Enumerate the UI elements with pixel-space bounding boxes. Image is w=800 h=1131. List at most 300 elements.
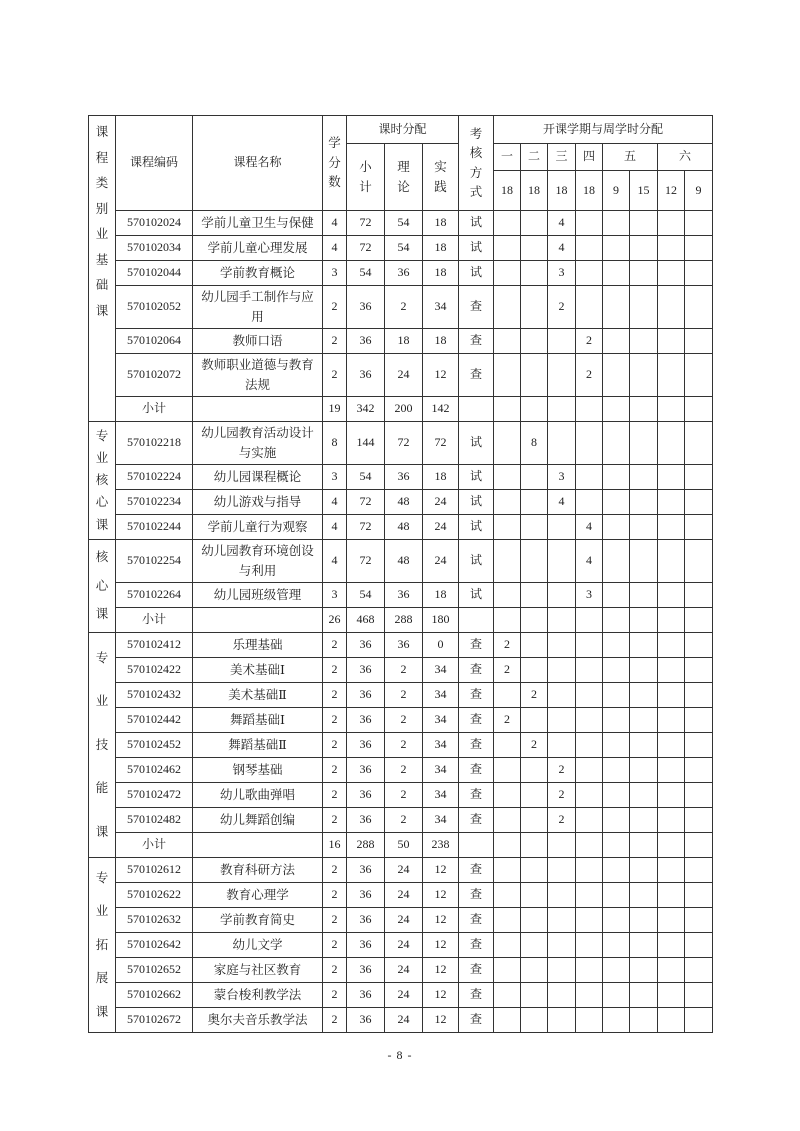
semester-hours-cell	[658, 983, 685, 1008]
category-column-label: 课 程 类 别 业 基 础 课	[95, 125, 109, 318]
semester-hours-cell	[685, 422, 713, 465]
total-hours-cell: 36	[347, 808, 385, 833]
semester-hours-cell	[603, 1008, 630, 1033]
semester-hours-cell	[548, 733, 576, 758]
credits-cell: 26	[323, 608, 347, 633]
course-name-cell: 学前儿童行为观察	[193, 515, 323, 540]
course-code-cell: 570102482	[116, 808, 193, 833]
semester-hours-cell	[630, 658, 658, 683]
practice-hours-cell: 180	[423, 608, 459, 633]
header-practice-hours	[423, 144, 459, 211]
semester-hours-cell	[603, 808, 630, 833]
course-row	[89, 633, 713, 658]
total-hours-cell: 54	[347, 583, 385, 608]
total-hours-cell: 54	[347, 465, 385, 490]
semester-hours-cell	[521, 329, 548, 354]
practice-hours-cell: 24	[423, 490, 459, 515]
semester-hours-cell	[576, 883, 603, 908]
semester-hours-cell	[630, 983, 658, 1008]
theory-hours-cell: 36	[385, 465, 423, 490]
semester-hours-cell	[603, 354, 630, 397]
semester-hours-cell	[494, 422, 521, 465]
total-hours-cell: 36	[347, 783, 385, 808]
credits-cell: 4	[323, 236, 347, 261]
semester-hours-cell	[685, 758, 713, 783]
semester-hours-cell	[603, 908, 630, 933]
semester-hours-cell	[658, 540, 685, 583]
total-hours-cell: 36	[347, 933, 385, 958]
semester-hours-cell	[658, 422, 685, 465]
semester-hours-cell	[548, 633, 576, 658]
course-code-cell: 570102642	[116, 933, 193, 958]
semester-hours-cell	[685, 683, 713, 708]
semester-hours-cell	[630, 540, 658, 583]
semester-hours-cell	[521, 540, 548, 583]
course-row	[89, 783, 713, 808]
category-cell	[89, 633, 116, 858]
semester-hours-cell	[521, 908, 548, 933]
semester-hours-cell	[685, 261, 713, 286]
assessment-cell: 查	[459, 1008, 494, 1033]
semester-hours-cell	[685, 958, 713, 983]
course-code-cell: 570102622	[116, 883, 193, 908]
theory-hours-cell: 50	[385, 833, 423, 858]
course-name-cell: 教师口语	[193, 329, 323, 354]
total-hours-cell: 36	[347, 758, 385, 783]
semester-hours-cell: 3	[548, 465, 576, 490]
course-row	[89, 261, 713, 286]
total-hours-cell: 72	[347, 540, 385, 583]
semester-hours-cell	[603, 286, 630, 329]
semester-hours-cell	[658, 733, 685, 758]
total-hours-cell: 36	[347, 329, 385, 354]
semester-hours-cell	[494, 236, 521, 261]
practice-hours-cell: 12	[423, 958, 459, 983]
weekly-hours-cell: 18	[521, 171, 548, 211]
semester-hours-cell	[658, 286, 685, 329]
practice-hours-cell: 18	[423, 329, 459, 354]
semester-hours-cell	[494, 583, 521, 608]
course-name-cell: 学前教育概论	[193, 261, 323, 286]
semester-hours-cell	[494, 808, 521, 833]
course-code-cell: 570102264	[116, 583, 193, 608]
practice-hours-cell: 34	[423, 733, 459, 758]
course-code-cell: 小计	[116, 608, 193, 633]
practice-hours-cell: 34	[423, 683, 459, 708]
semester-hours-cell	[548, 983, 576, 1008]
total-hours-cell: 72	[347, 211, 385, 236]
semester-hours-cell	[658, 858, 685, 883]
semester-hours-cell	[494, 733, 521, 758]
semester-hours-cell	[494, 397, 521, 422]
semester-hours-cell	[630, 422, 658, 465]
course-name-cell: 学前教育简史	[193, 908, 323, 933]
semester-hours-cell	[603, 397, 630, 422]
semester-hours-cell	[576, 261, 603, 286]
theory-hours-cell: 2	[385, 683, 423, 708]
semester-hours-cell	[630, 833, 658, 858]
course-name-cell: 学前儿童心理发展	[193, 236, 323, 261]
semester-hours-cell	[576, 658, 603, 683]
category-cell	[89, 422, 116, 540]
theory-hours-cell: 2	[385, 808, 423, 833]
course-name-cell: 乐理基础	[193, 633, 323, 658]
credits-cell: 2	[323, 783, 347, 808]
header-course-name: 课程名称	[193, 116, 323, 211]
credits-cell: 2	[323, 858, 347, 883]
theory-hours-cell: 48	[385, 515, 423, 540]
semester-hours-cell	[548, 683, 576, 708]
assessment-cell: 试	[459, 515, 494, 540]
semester-hours-cell: 2	[548, 758, 576, 783]
practice-hours-cell: 18	[423, 211, 459, 236]
semester-hours-cell	[576, 683, 603, 708]
assessment-cell: 查	[459, 958, 494, 983]
assessment-cell: 查	[459, 858, 494, 883]
credits-cell: 4	[323, 490, 347, 515]
weekly-hours-cell: 18	[548, 171, 576, 211]
assessment-cell: 查	[459, 733, 494, 758]
theory-hours-cell: 48	[385, 540, 423, 583]
semester-hours-cell	[603, 261, 630, 286]
semester-hours-cell	[494, 983, 521, 1008]
semester-hours-cell	[603, 683, 630, 708]
total-hours-cell: 72	[347, 490, 385, 515]
semester-hours-cell: 4	[576, 515, 603, 540]
practice-hours-cell: 12	[423, 858, 459, 883]
semester-hours-cell	[630, 583, 658, 608]
semester-hours-cell	[494, 758, 521, 783]
semester-hours-cell	[494, 883, 521, 908]
credits-cell: 16	[323, 833, 347, 858]
header-row-1	[89, 116, 713, 144]
credits-cell: 2	[323, 708, 347, 733]
header-semester-3: 三	[548, 144, 576, 171]
category-label: 专 业 拓 展 课	[95, 870, 109, 1019]
course-name-cell: 教育科研方法	[193, 858, 323, 883]
semester-hours-cell	[685, 465, 713, 490]
practice-hours-cell: 238	[423, 833, 459, 858]
semester-hours-cell	[603, 708, 630, 733]
semester-hours-cell	[521, 465, 548, 490]
semester-hours-cell	[521, 583, 548, 608]
semester-hours-cell	[521, 397, 548, 422]
semester-hours-cell	[494, 833, 521, 858]
course-code-cell: 570102652	[116, 958, 193, 983]
course-code-cell: 570102422	[116, 658, 193, 683]
semester-hours-cell	[576, 783, 603, 808]
credits-cell: 2	[323, 633, 347, 658]
semester-hours-cell	[548, 833, 576, 858]
semester-hours-cell	[685, 733, 713, 758]
header-semester-5: 五	[603, 144, 658, 171]
semester-hours-cell	[521, 983, 548, 1008]
semester-hours-cell	[630, 858, 658, 883]
semester-hours-cell	[576, 1008, 603, 1033]
course-code-cell: 570102024	[116, 211, 193, 236]
category-column-header-cell	[89, 116, 116, 422]
semester-hours-cell	[576, 983, 603, 1008]
course-code-cell: 570102044	[116, 261, 193, 286]
theory-hours-cell: 24	[385, 1008, 423, 1033]
course-name-cell	[193, 608, 323, 633]
course-name-cell: 幼儿园课程概论	[193, 465, 323, 490]
semester-hours-cell	[576, 397, 603, 422]
semester-hours-cell	[603, 608, 630, 633]
subtotal-hours-label: 小 计	[359, 160, 372, 194]
course-name-cell: 教师职业道德与教育法规	[193, 354, 323, 397]
header-semester-group: 开课学期与周学时分配	[494, 116, 713, 144]
semester-hours-cell	[521, 515, 548, 540]
semester-hours-cell	[603, 583, 630, 608]
semester-hours-cell	[658, 583, 685, 608]
total-hours-cell: 36	[347, 733, 385, 758]
semester-hours-cell	[576, 236, 603, 261]
semester-hours-cell	[603, 958, 630, 983]
semester-hours-cell	[685, 983, 713, 1008]
semester-hours-cell	[521, 261, 548, 286]
theory-hours-cell: 2	[385, 286, 423, 329]
semester-hours-cell	[494, 608, 521, 633]
assessment-cell	[459, 608, 494, 633]
credits-label: 学 分 数	[328, 136, 341, 190]
course-row	[89, 1008, 713, 1033]
course-name-cell: 奥尔夫音乐教学法	[193, 1008, 323, 1033]
semester-hours-cell	[685, 783, 713, 808]
semester-hours-cell	[630, 236, 658, 261]
course-row	[89, 354, 713, 397]
semester-hours-cell	[494, 908, 521, 933]
total-hours-cell: 36	[347, 633, 385, 658]
semester-hours-cell	[658, 633, 685, 658]
semester-hours-cell	[521, 658, 548, 683]
course-name-cell: 钢琴基础	[193, 758, 323, 783]
assessment-cell: 查	[459, 683, 494, 708]
semester-hours-cell	[521, 758, 548, 783]
semester-hours-cell	[685, 540, 713, 583]
semester-hours-cell: 3	[576, 583, 603, 608]
assessment-cell: 查	[459, 354, 494, 397]
header-theory-hours	[385, 144, 423, 211]
semester-hours-cell	[658, 397, 685, 422]
semester-hours-cell	[658, 808, 685, 833]
course-code-cell: 570102462	[116, 758, 193, 783]
course-code-cell: 570102244	[116, 515, 193, 540]
course-row	[89, 733, 713, 758]
practice-hours-cell: 34	[423, 808, 459, 833]
assessment-cell: 查	[459, 633, 494, 658]
semester-hours-cell	[548, 933, 576, 958]
curriculum-sheet	[88, 115, 713, 1033]
credits-cell: 8	[323, 422, 347, 465]
subtotal-row	[89, 608, 713, 633]
semester-hours-cell	[576, 608, 603, 633]
course-name-cell	[193, 833, 323, 858]
semester-hours-cell	[521, 708, 548, 733]
header-semester-4: 四	[576, 144, 603, 171]
header-credits	[323, 116, 347, 211]
semester-hours-cell	[630, 908, 658, 933]
theory-hours-cell: 200	[385, 397, 423, 422]
header-assessment	[459, 116, 494, 211]
practice-hours-cell: 12	[423, 908, 459, 933]
course-code-cell: 570102452	[116, 733, 193, 758]
course-name-cell: 幼儿游戏与指导	[193, 490, 323, 515]
weekly-hours-cell: 9	[685, 171, 713, 211]
credits-cell: 19	[323, 397, 347, 422]
practice-hours-cell: 0	[423, 633, 459, 658]
total-hours-cell: 36	[347, 908, 385, 933]
total-hours-cell: 36	[347, 883, 385, 908]
practice-hours-cell: 12	[423, 354, 459, 397]
theory-hours-cell: 24	[385, 354, 423, 397]
semester-hours-cell	[630, 490, 658, 515]
assessment-cell: 试	[459, 261, 494, 286]
semester-hours-cell	[494, 490, 521, 515]
semester-hours-cell	[576, 758, 603, 783]
semester-hours-cell: 4	[548, 490, 576, 515]
theory-hours-cell: 2	[385, 733, 423, 758]
semester-hours-cell: 2	[548, 808, 576, 833]
semester-hours-cell	[658, 683, 685, 708]
semester-hours-cell	[658, 515, 685, 540]
course-row	[89, 329, 713, 354]
semester-hours-cell	[685, 286, 713, 329]
course-row	[89, 236, 713, 261]
course-code-cell: 570102672	[116, 1008, 193, 1033]
semester-hours-cell	[658, 354, 685, 397]
semester-hours-cell	[685, 1008, 713, 1033]
course-row	[89, 683, 713, 708]
semester-hours-cell	[630, 261, 658, 286]
credits-cell: 2	[323, 958, 347, 983]
assessment-label: 考 核 方 式	[469, 126, 483, 199]
semester-hours-cell	[576, 908, 603, 933]
semester-hours-cell	[685, 708, 713, 733]
total-hours-cell: 36	[347, 983, 385, 1008]
credits-cell: 2	[323, 658, 347, 683]
semester-hours-cell	[685, 583, 713, 608]
semester-hours-cell	[521, 783, 548, 808]
theory-hours-cell: 72	[385, 422, 423, 465]
course-code-cell: 570102472	[116, 783, 193, 808]
semester-hours-cell	[494, 683, 521, 708]
course-name-cell: 幼儿歌曲弹唱	[193, 783, 323, 808]
semester-hours-cell	[630, 633, 658, 658]
practice-hours-cell: 24	[423, 540, 459, 583]
practice-hours-cell: 18	[423, 465, 459, 490]
category-cell	[89, 858, 116, 1033]
semester-hours-cell	[548, 515, 576, 540]
practice-hours-cell: 12	[423, 983, 459, 1008]
credits-cell: 3	[323, 261, 347, 286]
credits-cell: 2	[323, 683, 347, 708]
course-name-cell: 幼儿园教育环境创设与利用	[193, 540, 323, 583]
weekly-hours-cell: 18	[494, 171, 521, 211]
page-number: - 8 -	[387, 1048, 413, 1062]
semester-hours-cell	[494, 261, 521, 286]
course-name-cell: 幼儿舞蹈创编	[193, 808, 323, 833]
course-name-cell: 幼儿文学	[193, 933, 323, 958]
assessment-cell: 试	[459, 422, 494, 465]
semester-hours-cell	[603, 490, 630, 515]
course-row	[89, 708, 713, 733]
theory-hours-cell: 288	[385, 608, 423, 633]
semester-hours-cell	[548, 583, 576, 608]
assessment-cell: 查	[459, 329, 494, 354]
semester-hours-cell	[521, 883, 548, 908]
course-name-cell: 幼儿园班级管理	[193, 583, 323, 608]
semester-hours-cell	[658, 329, 685, 354]
assessment-cell: 查	[459, 658, 494, 683]
course-code-cell: 570102224	[116, 465, 193, 490]
semester-hours-cell	[658, 490, 685, 515]
assessment-cell: 试	[459, 465, 494, 490]
semester-hours-cell	[685, 833, 713, 858]
semester-hours-cell	[521, 211, 548, 236]
semester-hours-cell	[548, 708, 576, 733]
semester-hours-cell	[548, 908, 576, 933]
semester-hours-cell	[576, 708, 603, 733]
semester-hours-cell	[603, 329, 630, 354]
semester-hours-cell	[630, 883, 658, 908]
semester-hours-cell	[685, 329, 713, 354]
assessment-cell: 查	[459, 983, 494, 1008]
semester-hours-cell	[630, 397, 658, 422]
total-hours-cell: 36	[347, 858, 385, 883]
assessment-cell: 试	[459, 540, 494, 583]
semester-hours-cell	[685, 354, 713, 397]
semester-hours-cell	[548, 658, 576, 683]
course-row	[89, 515, 713, 540]
semester-hours-cell: 2	[494, 633, 521, 658]
credits-cell: 2	[323, 329, 347, 354]
semester-hours-cell	[548, 883, 576, 908]
total-hours-cell: 36	[347, 1008, 385, 1033]
course-row	[89, 758, 713, 783]
semester-hours-cell	[576, 490, 603, 515]
semester-hours-cell: 2	[576, 354, 603, 397]
semester-hours-cell	[548, 354, 576, 397]
course-code-cell: 570102064	[116, 329, 193, 354]
semester-hours-cell	[521, 833, 548, 858]
semester-hours-cell	[494, 858, 521, 883]
course-code-cell: 570102442	[116, 708, 193, 733]
semester-hours-cell	[603, 658, 630, 683]
semester-hours-cell	[603, 211, 630, 236]
semester-hours-cell	[658, 758, 685, 783]
theory-hours-cell: 24	[385, 958, 423, 983]
theory-hours-cell: 24	[385, 983, 423, 1008]
semester-hours-cell	[494, 783, 521, 808]
semester-hours-cell	[658, 708, 685, 733]
semester-hours-cell	[494, 958, 521, 983]
weekly-hours-cell: 18	[576, 171, 603, 211]
assessment-cell	[459, 833, 494, 858]
subtotal-row	[89, 397, 713, 422]
theory-hours-cell: 36	[385, 633, 423, 658]
course-code-cell: 570102218	[116, 422, 193, 465]
total-hours-cell: 36	[347, 708, 385, 733]
semester-hours-cell	[521, 608, 548, 633]
semester-hours-cell: 2	[521, 683, 548, 708]
theory-hours-cell: 24	[385, 883, 423, 908]
semester-hours-cell	[576, 833, 603, 858]
semester-hours-cell	[576, 286, 603, 329]
semester-hours-cell	[494, 286, 521, 329]
course-code-cell: 小计	[116, 397, 193, 422]
semester-hours-cell	[576, 422, 603, 465]
